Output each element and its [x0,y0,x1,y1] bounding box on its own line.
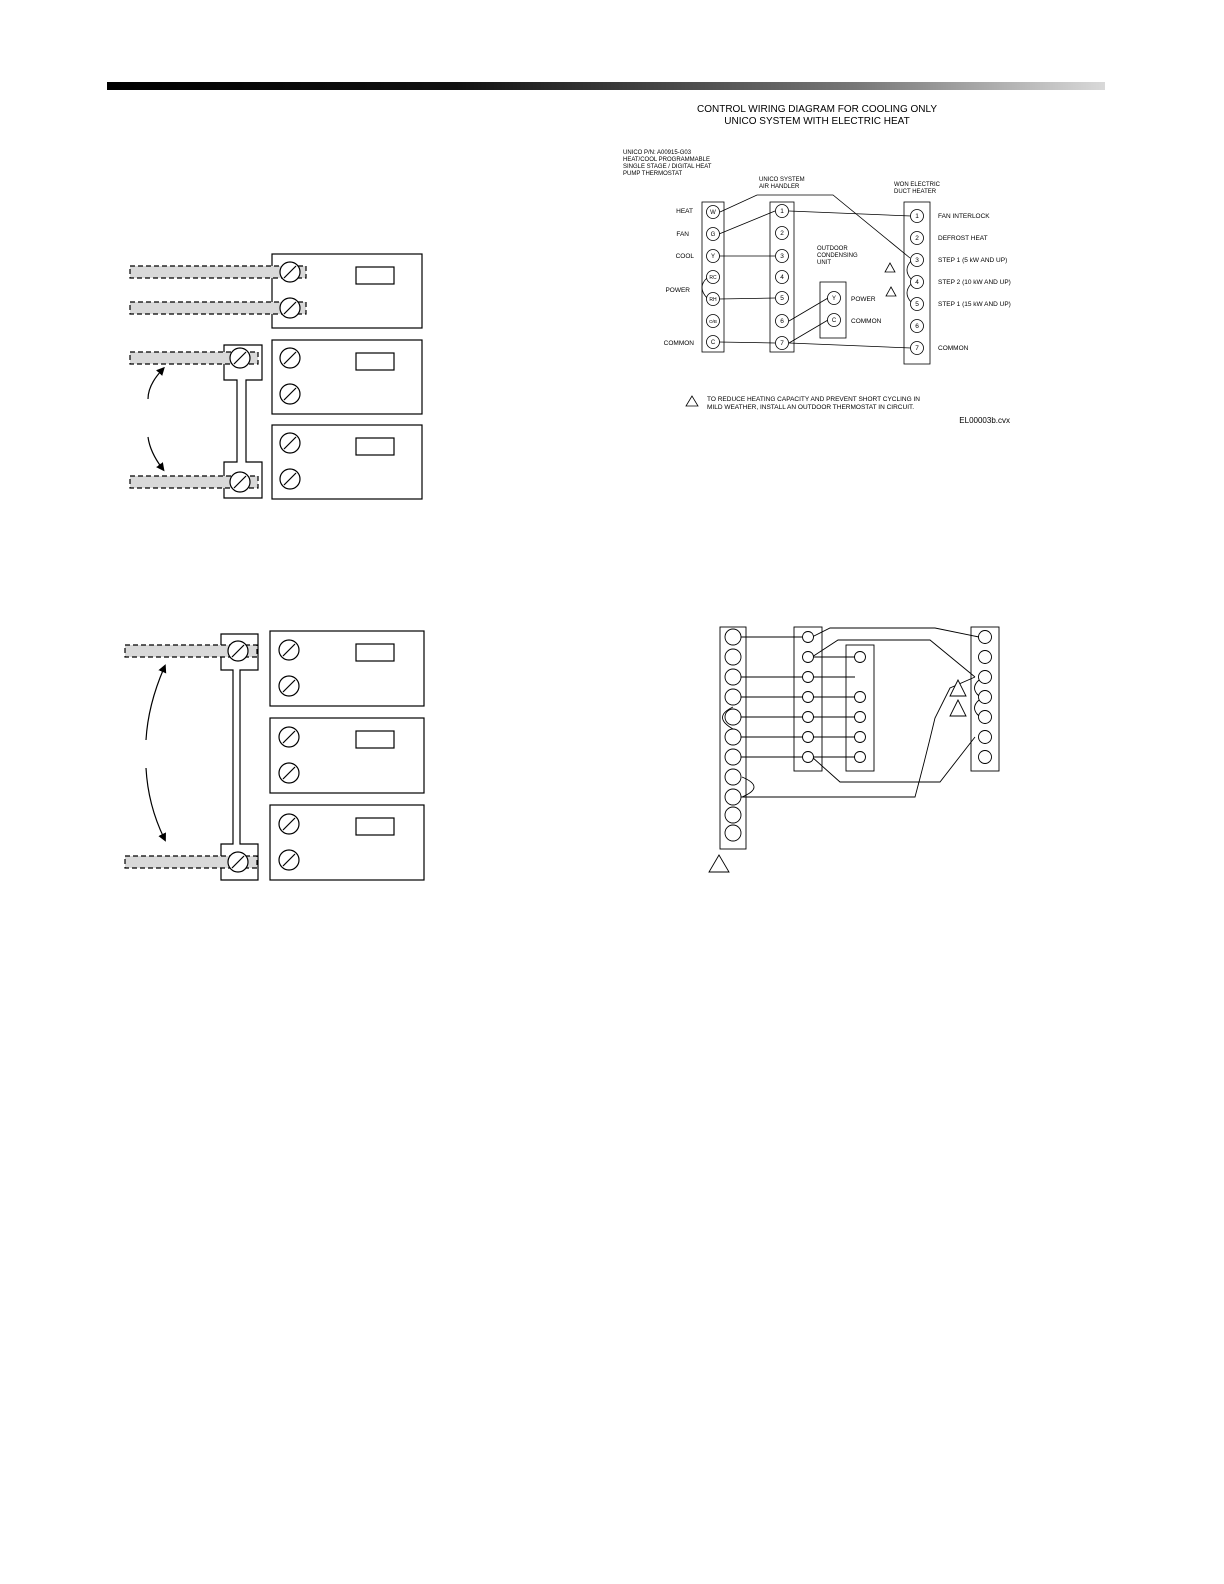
terminal [803,672,814,683]
diagram-title-line1: CONTROL WIRING DIAGRAM FOR COOLING ONLY [696,104,938,115]
terminal [803,652,814,663]
duct-heater-terminal-label: 3 [915,257,919,264]
screw-icon [230,472,250,492]
outdoor-label-common: COMMON [851,318,882,325]
file-id: EL00003b.cvx [959,416,1010,425]
duct-heater-terminal-label: 7 [915,345,919,352]
wire-1-fan-interlock [789,211,911,216]
screw-icon [230,348,250,368]
terminal [725,649,741,665]
warning-triangle-icon [686,396,698,406]
outdoor-header-1: OUTDOOR [817,246,848,252]
terminal [725,749,741,765]
screw-icon [279,676,299,696]
air-handler-terminal-label: 6 [780,318,784,325]
screw-icon [280,348,300,368]
terminal [855,732,866,743]
terminal [979,691,992,704]
screw-icon [279,763,299,783]
screw-icon [280,469,300,489]
thermostat-terminal-label: Y [710,254,716,260]
screw-icon [280,433,300,453]
screw-icon [228,852,248,872]
warning-triangle-icon [950,700,966,716]
warning-triangle-icon [886,287,896,296]
screw-icon [280,384,300,404]
screw-icon [279,850,299,870]
air-handler-header-2: AIR HANDLER [759,184,800,190]
blank-wiring-diagram [709,627,999,872]
outdoor-header-3: UNIT [817,260,831,266]
outdoor-header-2: CONDENSING [817,253,858,259]
duct-heater-label: STEP 1 (15 kW AND UP) [938,301,1011,308]
screw-icon [280,298,300,318]
label-fan: FAN [676,231,689,238]
air-handler-terminal-label: 5 [780,295,784,302]
duct-heater-label: STEP 1 (5 kW AND UP) [938,257,1008,264]
duct-heater-label: STEP 2 (10 kW AND UP) [938,279,1011,286]
duct-heater-terminal-label: 1 [915,213,919,220]
screw-icon [228,641,248,661]
screw-icon [279,727,299,747]
air-handler-terminal-label: 1 [780,208,784,215]
thermostat-header-3: SINGLE STAGE / DIGITAL HEAT [623,164,712,170]
wire-g-1 [719,211,775,234]
terminal [725,729,741,745]
thermostat-header-2: HEAT/COOL PROGRAMMABLE [623,157,711,163]
wire-rh-5 [719,298,775,299]
terminal [725,669,741,685]
terminal [855,652,866,663]
note-line2: MILD WEATHER, INSTALL AN OUTDOOR THERMOSTAT IN CIRCUIT. [707,404,915,411]
terminal [725,789,741,805]
terminal [979,751,992,764]
terminal [855,692,866,703]
wire-w-step1 [720,195,910,258]
terminal [979,711,992,724]
label-common: COMMON [663,340,694,347]
duct-heater-label: FAN INTERLOCK [938,213,990,220]
label-heat: HEAT [676,208,693,215]
duct-heater-label: DEFROST HEAT [938,235,988,242]
duct-heater-header-2: DUCT HEATER [894,189,937,195]
thermostat-terminal-label: RC [709,275,717,281]
warning-triangle-icon [885,263,895,272]
air-handler-header-1: UNICO SYSTEM [759,177,805,183]
terminal [979,731,992,744]
wire [812,737,975,782]
terminal [979,631,992,644]
terminal [979,671,992,684]
thermostat-header-4: PUMP THERMOSTAT [623,171,683,177]
arrow-icon [148,370,162,399]
terminal [803,732,814,743]
air-handler-terminal-label: 3 [780,253,784,260]
thermostat-terminal-label: W [710,210,716,216]
terminal [979,651,992,664]
duct-heater-terminal-label: 5 [915,301,919,308]
air-handler-terminal-label: 2 [780,230,784,237]
wiring-lines [702,195,911,348]
thermostat-terminal-label: C [710,340,716,346]
thermostat-terminal-label: RH [709,297,717,303]
terminal [855,752,866,763]
terminal [803,692,814,703]
outdoor-unit-strip [820,282,846,338]
thermostat-terminal-label: O/B [709,319,717,324]
duct-heater-terminal-label: 2 [915,235,919,242]
outdoor-terminal-label: C [831,318,837,324]
terminal [725,769,741,785]
screw-icon [279,640,299,660]
note-line1: TO REDUCE HEATING CAPACITY AND PREVENT SHORT CYCLING IN [707,396,920,403]
duct-heater-header-1: WON ELECTRIC [894,182,941,188]
jumper-bar [221,634,258,880]
arrow-icon [146,768,164,838]
thermostat-terminal-label: G [710,232,716,238]
terminal [803,712,814,723]
air-handler-terminal-label: 7 [780,340,784,347]
terminal [725,807,741,823]
terminal [725,825,741,841]
diagram-title-line2: UNICO SYSTEM WITH ELECTRIC HEAT [724,116,910,127]
terminal [725,689,741,705]
arrow-icon [146,668,164,740]
thermostat-header-1: UNICO P/N: A00915-G03 [623,150,692,156]
terminal-figure-2 [125,631,424,880]
warning-triangle-icon [709,855,729,872]
wire-c-7 [719,342,775,343]
duct-heater-terminal-label: 6 [915,323,919,330]
outdoor-label-power: POWER [851,296,876,303]
terminal [803,752,814,763]
terminal-figure-1 [130,254,422,499]
outdoor-terminal-label: Y [831,296,837,302]
label-cool: COOL [675,253,694,260]
terminal [725,629,741,645]
terminal [725,709,741,725]
screw-icon [279,814,299,834]
wire-7-common [789,343,911,348]
duct-heater-label: COMMON [938,345,969,352]
screw-icon [280,262,300,282]
label-power: POWER [665,287,690,294]
air-handler-terminal-label: 4 [780,274,784,281]
terminal [855,712,866,723]
arrow-icon [148,437,162,468]
wire [812,628,979,637]
control-wiring-diagram [623,104,1011,425]
duct-heater-terminal-label: 4 [915,279,919,286]
wire [812,640,975,677]
terminal [803,632,814,643]
